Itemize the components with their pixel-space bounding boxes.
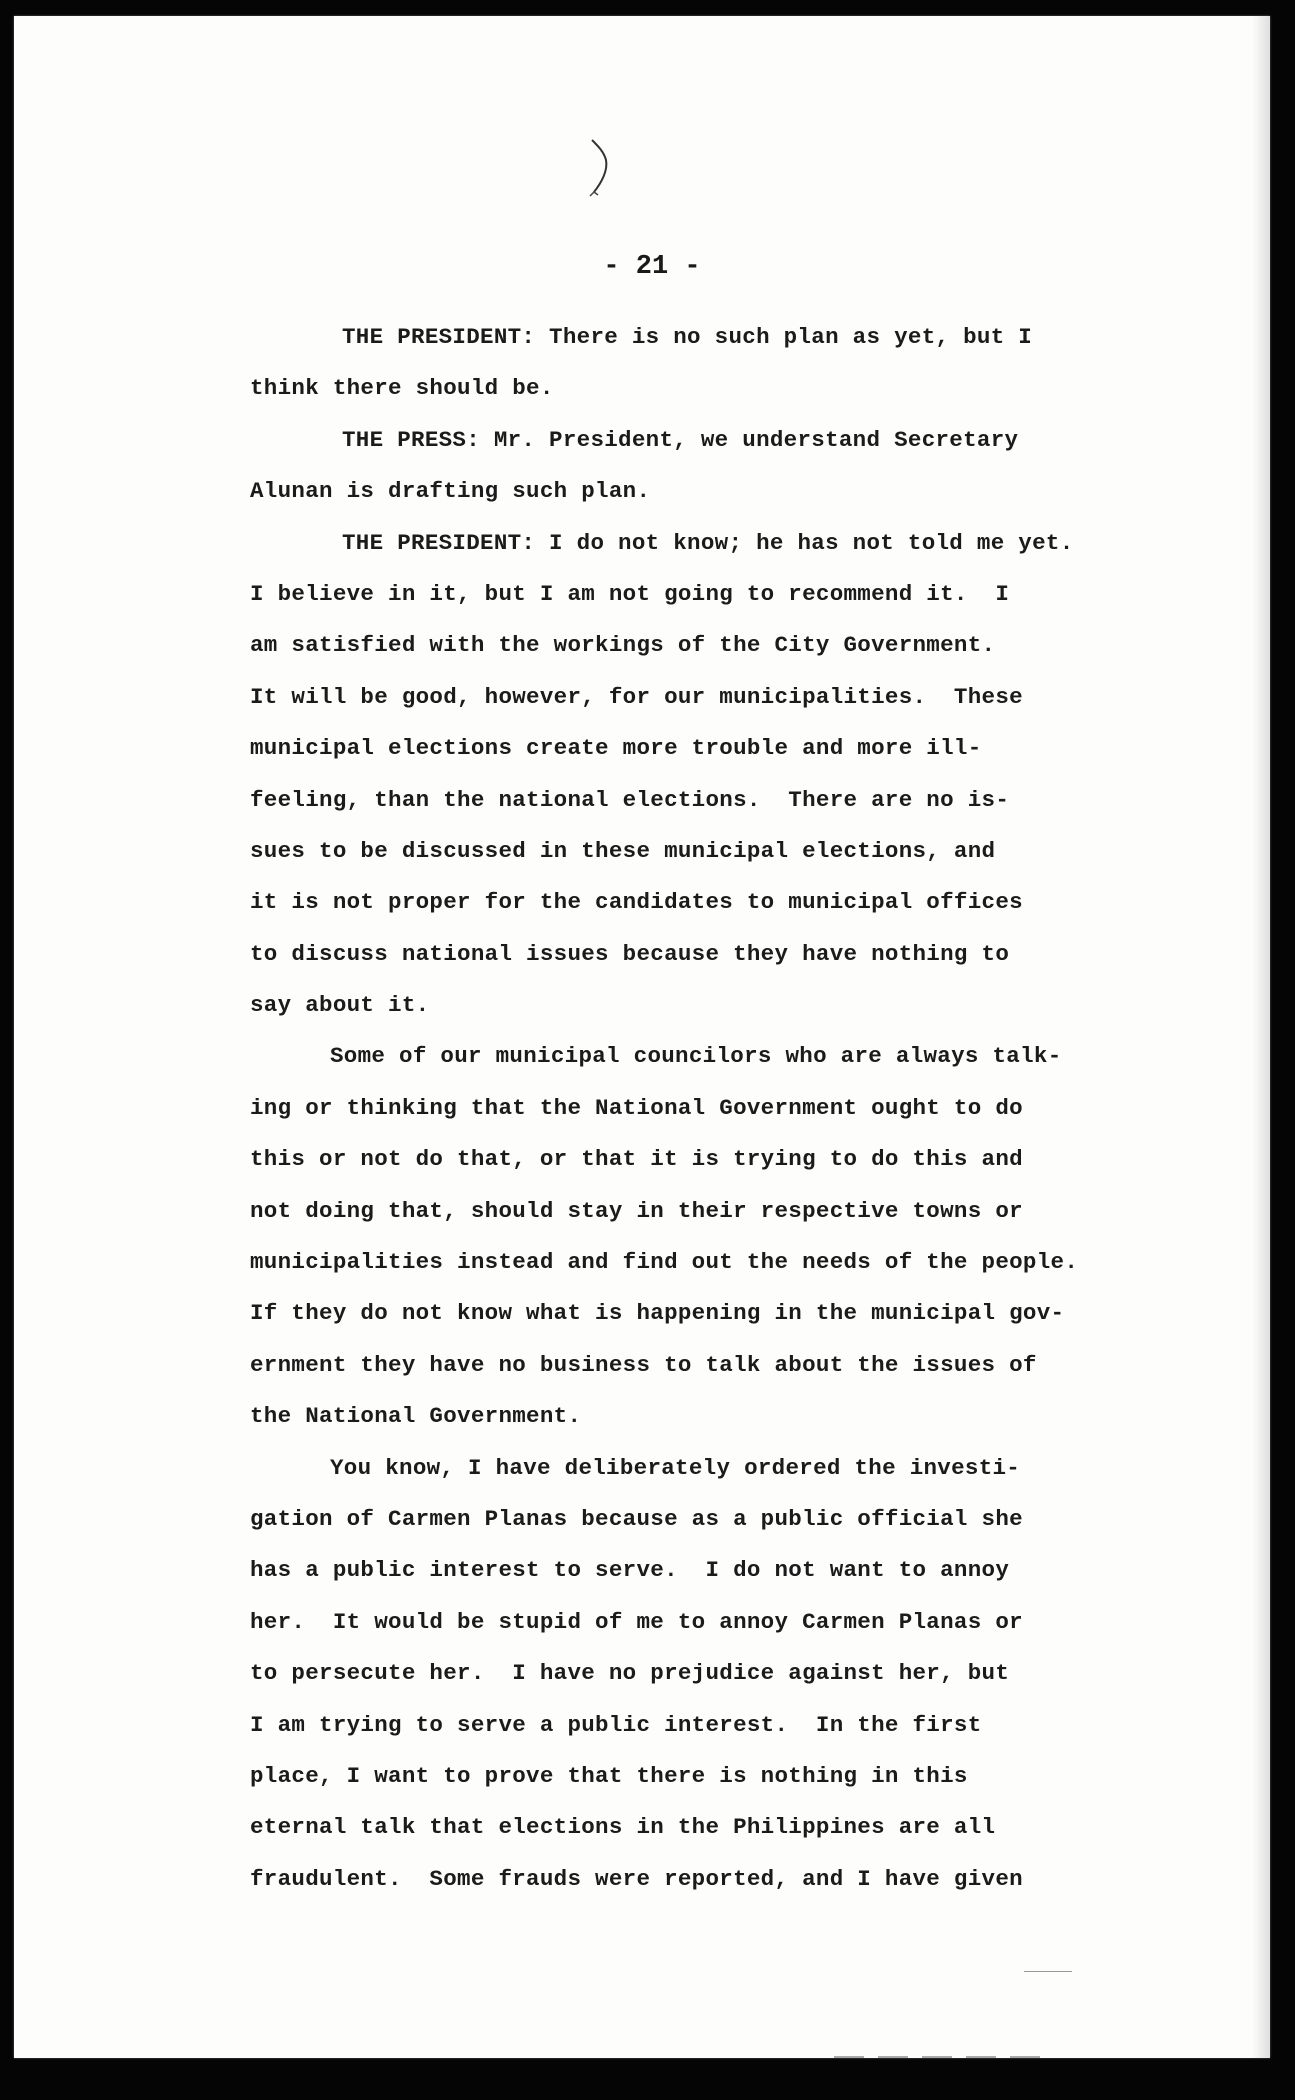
pen-mark-icon — [586, 136, 626, 206]
text-line: municipalities instead and find out the needs of the people. — [250, 1249, 1079, 1276]
bottom-scan-rule — [834, 2056, 1054, 2058]
text-line: the National Government. — [250, 1403, 582, 1430]
text-line: Some of our municipal councilors who are always talk- — [330, 1043, 1062, 1070]
document-page — [14, 16, 1270, 2058]
text-line: fraudulent. Some frauds were reported, and I have given — [250, 1865, 1023, 1892]
typed-text-body — [250, 312, 1230, 1905]
text-line: THE PRESIDENT: There is no such plan as yet, but I — [342, 324, 1033, 350]
text-line: say about it. — [250, 992, 430, 1019]
text-line: If they do not know what is happening in the municipal gov- — [250, 1300, 1065, 1327]
stray-dash-mark — [1024, 1971, 1072, 1972]
text-line: her. It would be stupid of me to annoy Carmen Planas or — [250, 1608, 1023, 1635]
text-line: am satisfied with the workings of the City Government. — [250, 632, 996, 659]
text-line: THE PRESS: Mr. President, we understand Secretary — [342, 426, 1019, 453]
text-line: municipal elections create more trouble and more ill- — [250, 735, 982, 762]
text-line: You know, I have deliberately ordered the investi- — [330, 1454, 1021, 1481]
text-line: to persecute her. I have no prejudice against her, but — [250, 1660, 1010, 1687]
text-line: not doing that, should stay in their respective towns or — [250, 1197, 1023, 1224]
text-line: it is not proper for the candidates to municipal offices — [250, 889, 1023, 916]
text-line: sues to be discussed in these municipal elections, and — [250, 837, 996, 864]
text-line: has a public interest to serve. I do not want to annoy — [250, 1557, 1010, 1584]
text-line: Alunan is drafting such plan. — [250, 478, 651, 505]
text-line: THE PRESIDENT: I do not know; he has not told me yet. — [342, 529, 1074, 556]
text-line: I am trying to serve a public interest. In the first — [250, 1711, 982, 1738]
page-number: - 21 - — [603, 252, 701, 282]
text-line: this or not do that, or that it is trying to do this and — [250, 1146, 1023, 1173]
text-line: place, I want to prove that there is nothing in this — [250, 1762, 968, 1789]
text-line: ernment they have no business to talk about the issues of — [250, 1351, 1037, 1378]
text-line: ing or thinking that the National Government ought to do — [250, 1094, 1023, 1121]
text-line: I believe in it, but I am not going to recommend it. I — [250, 580, 1010, 607]
text-line: feeling, than the national elections. There are no is- — [250, 786, 1010, 813]
text-line: It will be good, however, for our municipalities. These — [250, 683, 1023, 710]
text-line: think there should be. — [250, 375, 554, 402]
page-edge-shadow — [1252, 16, 1270, 2058]
text-line: eternal talk that elections in the Philippines are all — [250, 1814, 996, 1841]
text-line: to discuss national issues because they have nothing to — [250, 940, 1010, 967]
text-line: gation of Carmen Planas because as a public official she — [250, 1505, 1023, 1532]
